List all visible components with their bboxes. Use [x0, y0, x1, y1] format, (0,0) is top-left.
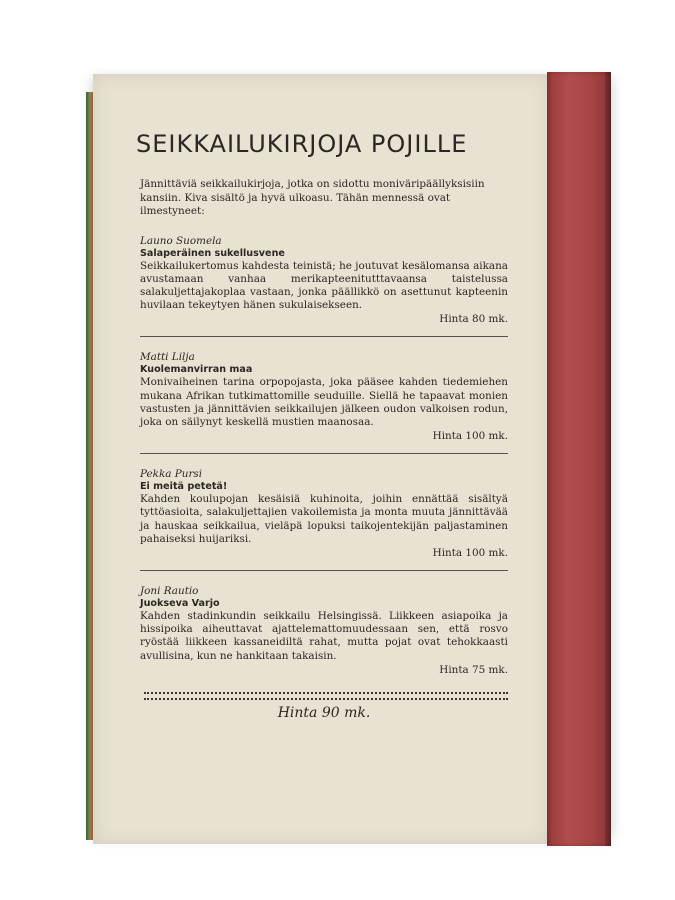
- entry-separator: [140, 336, 508, 337]
- author-name: Launo Suomela: [140, 234, 222, 247]
- book-title: Juokseva Varjo: [140, 597, 220, 609]
- book-price: Hinta 100 mk.: [432, 546, 508, 559]
- author-name: Joni Rautio: [140, 584, 199, 597]
- series-price: Hinta 90 mk.: [277, 705, 371, 721]
- book-entry: [140, 585, 508, 677]
- book-price: Hinta 75 mk.: [439, 663, 508, 676]
- back-cover-text: [136, 130, 508, 687]
- entry-separator: [140, 453, 508, 454]
- book-entry: [140, 235, 508, 327]
- book-description: Monivaiheinen tarina orpopojasta, joka pääsee kahden tiedemiehen mukana Afrikan tutkimattomille seuduille. Siellä he tapaavat monien vastusten ja jännittävien seikkailujen jälkeen oudon valkoisen rodun, joka on säilynyt keskellä mustien maanosaa.: [140, 376, 508, 428]
- book-price: Hinta 100 mk.: [432, 430, 508, 443]
- book-entry: [140, 351, 508, 443]
- entry-separator: [140, 570, 508, 571]
- book-description: Kahden koulupojan kesäisiä kuhinoita, joihin ennättää sisältyä tyttöasioita, salakuljettajien vakoilemista ja monta muuta jännittävää ja hauskaa seikkailua, vieläpä lopuksi taikojentekijän paljastaminen pahaiseksi huijariksi.: [140, 493, 508, 545]
- dotted-divider: [144, 692, 508, 700]
- author-name: Pekka Pursi: [140, 468, 203, 481]
- author-name: Matti Lilja: [140, 351, 195, 364]
- book-title: Ei meitä petetä!: [140, 481, 228, 493]
- book-description: Seikkailukertomus kahdesta teinistä; he joutuvat kesälomansa aikana avustamaan vanhaa merikapteenitutttavaansa taistelussa salakuljettajakoplaa vastaan, jonka päällikkö on asettunut kapteenin huvilaan tekeytyen hänen sukulaisekseen.: [140, 259, 508, 312]
- book-title: Salaperäinen sukellusvene: [140, 247, 285, 259]
- book-title: Kuolemanvirran maa: [140, 364, 253, 376]
- book-price: Hinta 80 mk.: [439, 313, 508, 326]
- book-spine: [547, 72, 611, 846]
- book-description: Kahden stadinkundin seikkailu Helsingissä. Liikkeen asiapoika ja hissipoika aiheuttavat ajattelemattomuudessaan sen, että rosvo ryöstää liikkeen kassaneidiltä rahat, mutta pojat ovat tehokkaasti avullisina, kun ne hankitaan takaisin.: [140, 609, 508, 662]
- intro-text: Jännittäviä seikkailukirjoja, jotka on sidottu moniväripäällyksisiin kansiin. Kiva sisältö ja hyvä ulkoasu. Tähän mennessä ovat ilmestyneet:: [140, 178, 485, 217]
- cover-title: SEIKKAILUKIRJOJA POJILLE: [136, 130, 468, 158]
- book-entry: [140, 468, 508, 560]
